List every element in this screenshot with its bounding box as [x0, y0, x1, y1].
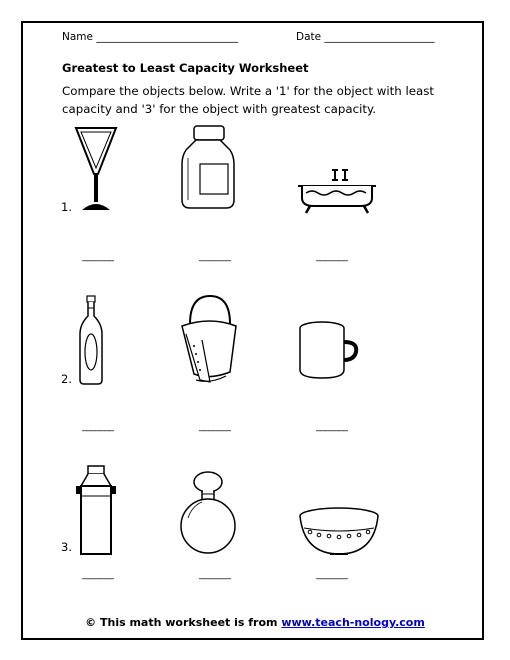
instructions: Compare the objects below. Write a '1' for the object with least capacity and '3' for the object with greatest capacity.: [62, 84, 435, 116]
worksheet-title: Greatest to Least Capacity Worksheet: [62, 61, 309, 75]
problem-number: 2.: [61, 372, 72, 386]
answer-blank[interactable]: _______: [199, 569, 231, 580]
bathtub-picture: [296, 166, 378, 214]
milk-can-picture: [75, 464, 117, 556]
mug-picture: [298, 320, 360, 380]
problem-number: 1.: [61, 200, 72, 214]
answer-blank[interactable]: _______: [82, 569, 114, 580]
bucket-picture: [180, 294, 238, 386]
answer-blank[interactable]: _______: [199, 251, 231, 262]
answer-blank[interactable]: _______: [316, 421, 348, 432]
problem-number: 3.: [61, 540, 72, 554]
bowl-picture: [298, 506, 380, 558]
footer-text: © This math worksheet is from: [85, 616, 282, 629]
answer-blank[interactable]: _______: [82, 421, 114, 432]
answer-blank[interactable]: _______: [82, 251, 114, 262]
footer-link[interactable]: www.teach-nology.com: [281, 616, 425, 629]
answer-blank[interactable]: _______: [316, 251, 348, 262]
answer-blank[interactable]: _______: [199, 421, 231, 432]
perfume-bottle-picture: [178, 470, 238, 556]
jar-picture: [176, 124, 240, 210]
footer: [0, 616, 510, 629]
answer-blank[interactable]: _______: [316, 569, 348, 580]
name-field: Name ___________________________: [62, 31, 239, 43]
martini-glass-picture: [74, 126, 118, 212]
bottle-picture: [76, 294, 106, 386]
date-field: Date _____________________: [296, 31, 435, 43]
